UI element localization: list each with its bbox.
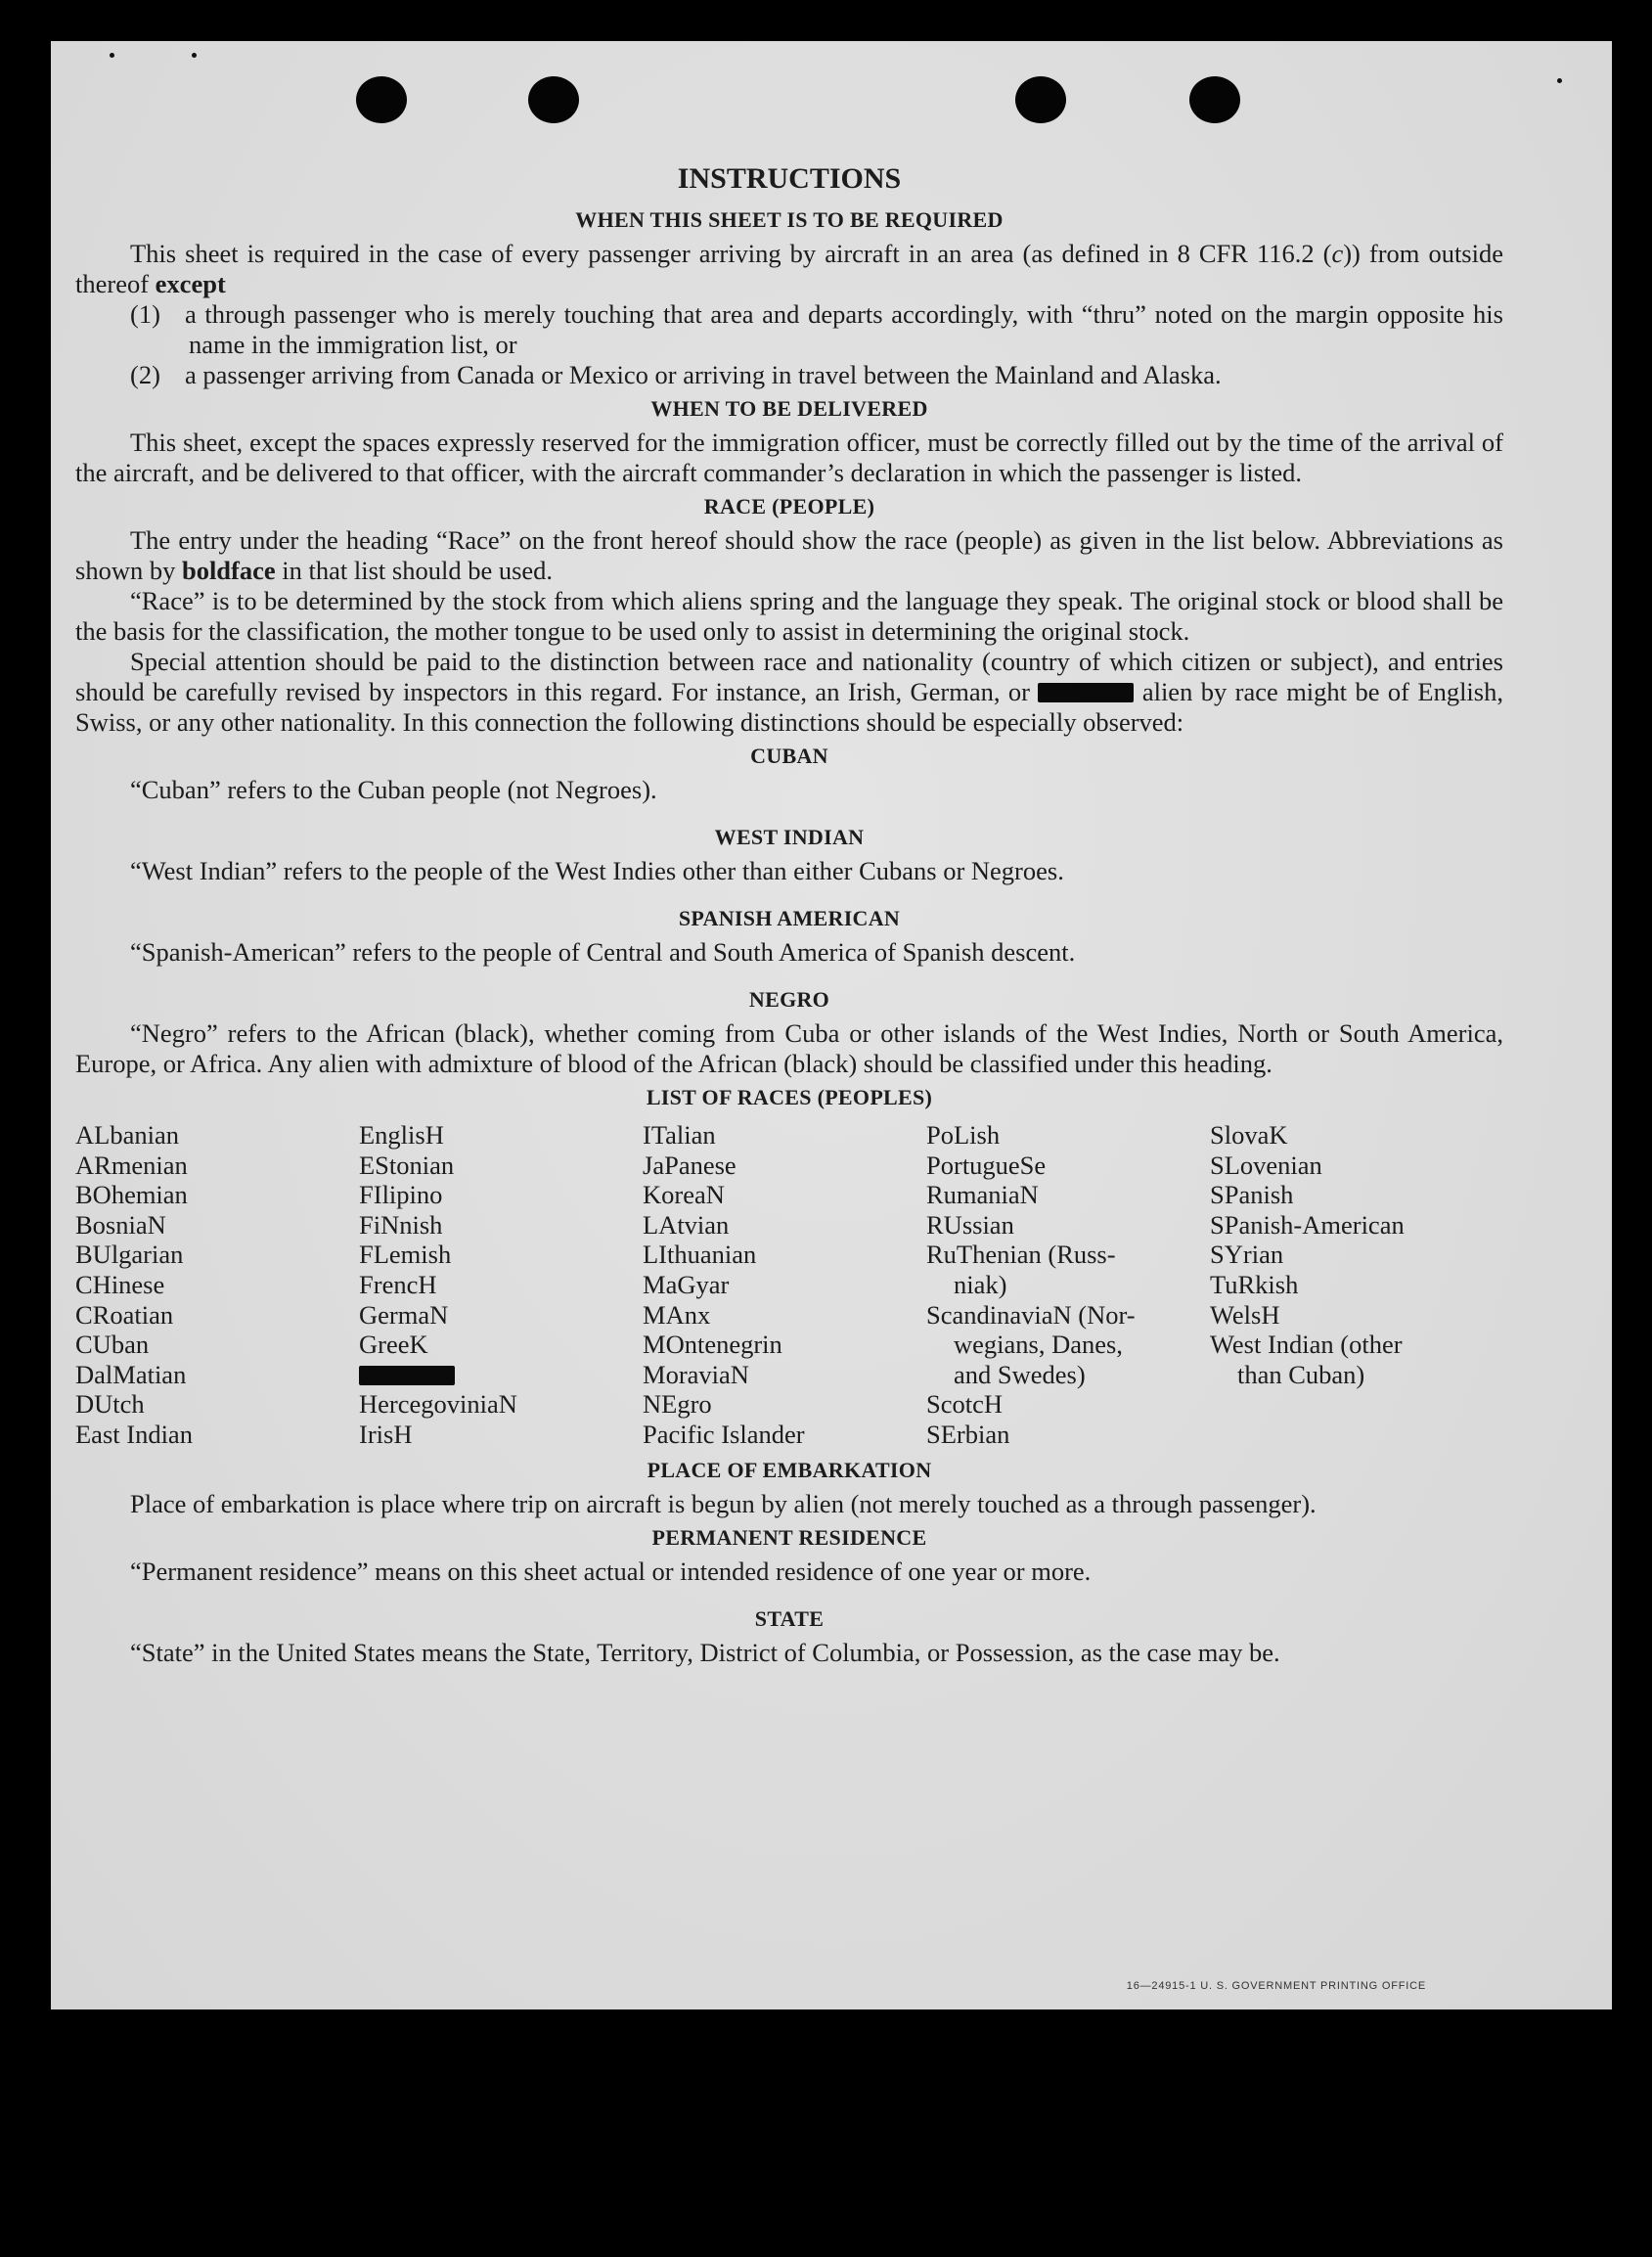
- redaction-mark: [359, 1366, 455, 1385]
- race-entry: than Cuban): [1237, 1359, 1365, 1389]
- race-entry: CRoatian: [75, 1299, 174, 1330]
- race-column: [926, 1120, 1210, 1450]
- document-sheet: [51, 41, 1612, 2009]
- item-text: a passenger arriving from Canada or Mexico or arriving in travel between the Mainland and Alaska.: [185, 360, 1222, 389]
- race-entry: RumaniaN: [926, 1180, 1039, 1210]
- west-indian-text: “West Indian” refers to the people of the West Indies other than either Cubans or Negroes.: [130, 856, 1064, 885]
- race-column: [643, 1120, 926, 1450]
- race-entry: FLemish: [359, 1240, 452, 1270]
- race-entry: SlovaK: [1210, 1120, 1288, 1150]
- race-entry: FiNnish: [359, 1209, 443, 1240]
- race-entry: East Indian: [75, 1419, 193, 1449]
- section-heading-residence: PERMANENT RESIDENCE: [651, 1524, 927, 1550]
- state-text: “State” in the United States means the State, Territory, District of Columbia, or Possession, as the case may be.: [130, 1637, 1280, 1667]
- delivered-text: This sheet, except the spaces expressly reserved for the immigration officer, must be correctly filled out by the time of the arrival of the aircraft, and be delivered to that officer, with the aircraft commander’s declaration in which the passenger is listed.: [75, 428, 1503, 487]
- race-entry: NEgro: [643, 1389, 712, 1420]
- race-paragraph-3: [75, 647, 1503, 738]
- race-entry: KoreaN: [643, 1180, 725, 1210]
- required-intro: [75, 239, 1503, 299]
- except-word: except: [155, 269, 226, 298]
- race-entry: ARmenian: [75, 1150, 188, 1180]
- required-item-1: [130, 299, 1503, 360]
- race-entry: CUban: [75, 1330, 150, 1360]
- printing-office-code: 16—24915-1 U. S. GOVERNMENT PRINTING OFFICE: [1126, 1980, 1426, 1992]
- race-entry: JaPanese: [643, 1150, 737, 1180]
- race-entry: RUssian: [926, 1209, 1014, 1240]
- redaction-mark: [1038, 683, 1134, 702]
- required-item-2: [130, 360, 1503, 390]
- instructions-content: [75, 162, 1503, 1668]
- residence-text: “Permanent residence” means on this sheet actual or intended residence of one year or more.: [130, 1556, 1092, 1586]
- race-entry: BUlgarian: [75, 1240, 184, 1270]
- race-paragraph-1: [75, 525, 1503, 586]
- punch-hole: [1189, 76, 1240, 123]
- race-entry: EStonian: [359, 1150, 455, 1180]
- race-text: The entry under the heading “Race” on the front hereof should show the race (people) as given in the list below. Abbreviations as shown by: [75, 525, 1503, 585]
- race-entry: HercegoviniaN: [359, 1389, 517, 1420]
- punch-hole: [1015, 76, 1066, 123]
- race-entry: MoraviaN: [643, 1359, 749, 1389]
- race-entry: WelsH: [1210, 1299, 1280, 1330]
- race-entry: SLovenian: [1210, 1150, 1322, 1180]
- speck: [192, 53, 197, 58]
- race-entry: PoLish: [926, 1120, 1001, 1150]
- race-entry: MAnx: [643, 1299, 711, 1330]
- race-entry: EnglisH: [359, 1120, 444, 1150]
- item-number: (2): [130, 360, 160, 389]
- race-entry: GreeK: [359, 1330, 428, 1360]
- race-entry: FrencH: [359, 1269, 437, 1299]
- boldface-word: boldface: [181, 556, 276, 585]
- spanish-american-text: “Spanish-American” refers to the people of Central and South America of Spanish descent.: [130, 937, 1076, 967]
- section-heading-required: WHEN THIS SHEET IS TO BE REQUIRED: [575, 207, 1004, 232]
- section-heading-embarkation: PLACE OF EMBARKATION: [647, 1457, 932, 1482]
- punch-hole: [528, 76, 579, 123]
- race-entry-redacted: [359, 1360, 643, 1390]
- race-text: alien by race might be of English, Swiss, or any other nationality. In this connection the following distinctions should be especially observed:: [75, 677, 1503, 737]
- intro-text: This sheet is required in the case of every passenger arriving by aircraft in an area (as defined in 8 CFR 116.2 (: [130, 239, 1332, 268]
- section-heading-cuban: CUBAN: [750, 744, 828, 768]
- race-entry: TuRkish: [1210, 1269, 1299, 1299]
- race-entry: MOntenegrin: [643, 1330, 782, 1360]
- section-heading-spanish-american: SPANISH AMERICAN: [678, 906, 901, 930]
- race-entry: DUtch: [75, 1389, 145, 1420]
- race-entry: IrisH: [359, 1419, 413, 1449]
- race-entry: LAtvian: [643, 1209, 730, 1240]
- race-entry: GermaN: [359, 1299, 449, 1330]
- intro-c: c: [1331, 239, 1344, 268]
- race-entry: Pacific Islander: [643, 1419, 805, 1449]
- race-entry: ALbanian: [75, 1120, 179, 1150]
- race-text: Special attention should be paid to the distinction between race and nationality (country of which citizen or subject), and entries should be carefully revised by inspectors in this regard. For instance, an Irish, German, or: [75, 647, 1503, 706]
- punch-hole: [356, 76, 407, 123]
- section-heading-delivered: WHEN TO BE DELIVERED: [650, 396, 928, 421]
- page-title: INSTRUCTIONS: [677, 162, 902, 195]
- item-text: a through passenger who is merely touching that area and departs accordingly, with “thru” noted on the margin opposite his name in the immigration list, or: [185, 299, 1503, 359]
- section-heading-west-indian: WEST INDIAN: [714, 825, 865, 849]
- race-entry: wegians, Danes,: [954, 1330, 1123, 1360]
- race-column: [75, 1120, 359, 1450]
- race-entry: ITalian: [643, 1120, 716, 1150]
- speck: [1557, 78, 1562, 83]
- section-heading-race-list: LIST OF RACES (PEOPLES): [646, 1085, 933, 1109]
- race-entry: FIlipino: [359, 1180, 443, 1210]
- race-column: [1210, 1120, 1494, 1450]
- race-entry: ScandinaviaN (Nor-: [926, 1299, 1136, 1330]
- race-entry: MaGyar: [643, 1269, 730, 1299]
- item-number: (1): [130, 299, 160, 329]
- race-paragraph-2: “Race” is to be determined by the stock from which aliens spring and the language they speak. The original stock or blood shall be the basis for the classification, the mother tongue to be used only to assist in determining the original stock.: [75, 586, 1503, 646]
- section-heading-negro: NEGRO: [748, 987, 830, 1012]
- race-column: [359, 1120, 643, 1450]
- intro-text: )) from outside thereof: [75, 239, 1503, 298]
- race-entry: and Swedes): [954, 1359, 1086, 1389]
- race-entry: West Indian (other: [1210, 1330, 1403, 1360]
- race-entry: CHinese: [75, 1269, 165, 1299]
- race-list: [75, 1120, 1503, 1450]
- race-entry: ScotcH: [926, 1389, 1004, 1420]
- race-entry: DalMatian: [75, 1359, 187, 1389]
- race-entry: BOhemian: [75, 1180, 188, 1210]
- race-entry: SYrian: [1210, 1240, 1284, 1270]
- race-entry: niak): [954, 1269, 1007, 1299]
- section-heading-state: STATE: [754, 1605, 825, 1631]
- negro-text: “Negro” refers to the African (black), whether coming from Cuba or other islands of the West Indies, North or South America, Europe, or Africa. Any alien with admixture of blood of the African (black) should be classified under this heading.: [75, 1018, 1503, 1078]
- cuban-text: “Cuban” refers to the Cuban people (not Negroes).: [130, 775, 657, 804]
- speck: [110, 53, 114, 58]
- race-entry: SPanish-American: [1210, 1209, 1405, 1240]
- section-heading-race: RACE (PEOPLE): [703, 494, 875, 519]
- race-entry: BosniaN: [75, 1209, 166, 1240]
- race-entry: SPanish: [1210, 1180, 1294, 1210]
- race-entry: SErbian: [926, 1419, 1010, 1449]
- race-entry: LIthuanian: [643, 1240, 757, 1270]
- embarkation-text: Place of embarkation is place where trip on aircraft is begun by alien (not merely touched as a through passenger).: [130, 1488, 1317, 1518]
- race-entry: PortugueSe: [926, 1150, 1047, 1180]
- race-text: in that list should be used.: [275, 556, 554, 585]
- race-entry: RuThenian (Russ-: [926, 1240, 1116, 1270]
